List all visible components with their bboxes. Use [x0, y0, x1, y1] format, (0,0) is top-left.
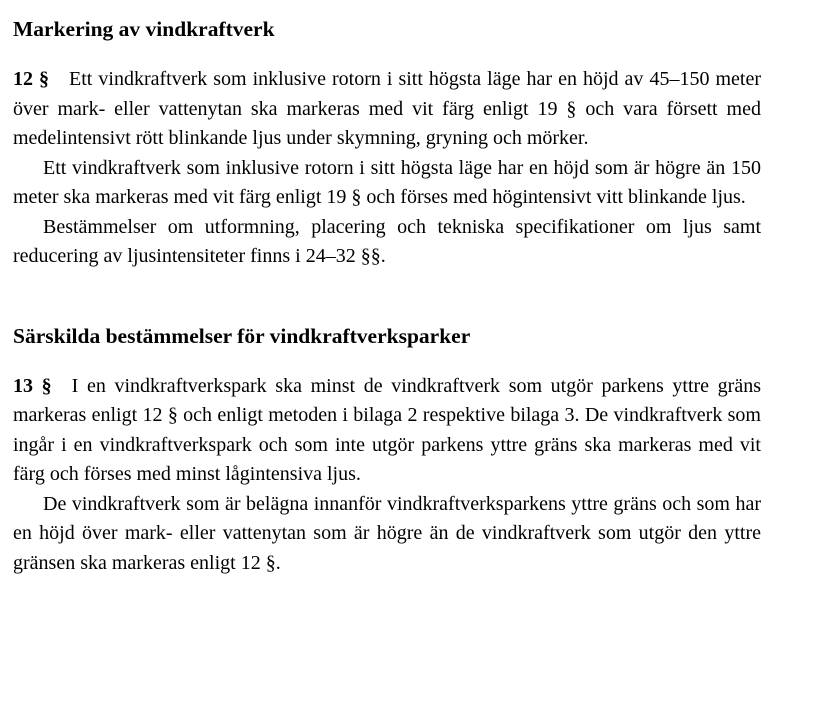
paragraph-text: Bestämmelser om utformning, placering och tekniska specifikationer om ljus samt reducering av ljusintensiteter finns i 24–32 §§. [13, 215, 761, 267]
section-wind-farms [13, 321, 761, 579]
paragraph-text [13, 372, 761, 490]
section-marking [13, 14, 761, 272]
paragraph-13 [13, 372, 761, 579]
paragraph-12 [13, 65, 761, 272]
paragraph-text [13, 65, 761, 154]
paragraph-text: Ett vindkraftverk som inklusive rotorn i sitt högsta läge har en höjd som är högre än 150 meter ska markeras med vit färg enligt 19 § och förses med högintensivt vitt blinkande ljus. [13, 156, 761, 208]
paragraph-text: De vindkraftverk som är belägna innanför vindkraftverksparkens yttre gräns och som har en höjd över mark- eller vattenytan som är högre än de vindkraftverk som utgör den yttre gränsen ska markeras enligt 12 §. [13, 492, 761, 574]
paragraph-body: Ett vindkraftverk som inklusive rotorn i sitt högsta läge har en höjd av 45–150 meter över mark- eller vattenytan ska markeras med vit färg enligt 19 § och vara försett med medelintensivt rött blinkande ljus under skymning, gryning och mörker. [13, 68, 762, 149]
paragraph-number: 12 § [13, 68, 50, 90]
section-heading: Markering av vindkraftverk [13, 17, 275, 41]
paragraph-body: I en vindkraftverkspark ska minst de vindkraftverk som utgör parkens yttre gräns markeras enligt 12 § och enligt metoden i bilaga 2 respektive bilaga 3. De vindkraftverk som ingår i en vindkraftverkspark och som inte utgör parkens yttre gräns ska markeras med vit färg och förses med minst lågintensiva ljus. [13, 374, 761, 485]
paragraph-number: 13 § [13, 374, 52, 397]
section-heading: Särskilda bestämmelser för vindkraftverksparker [13, 323, 471, 348]
